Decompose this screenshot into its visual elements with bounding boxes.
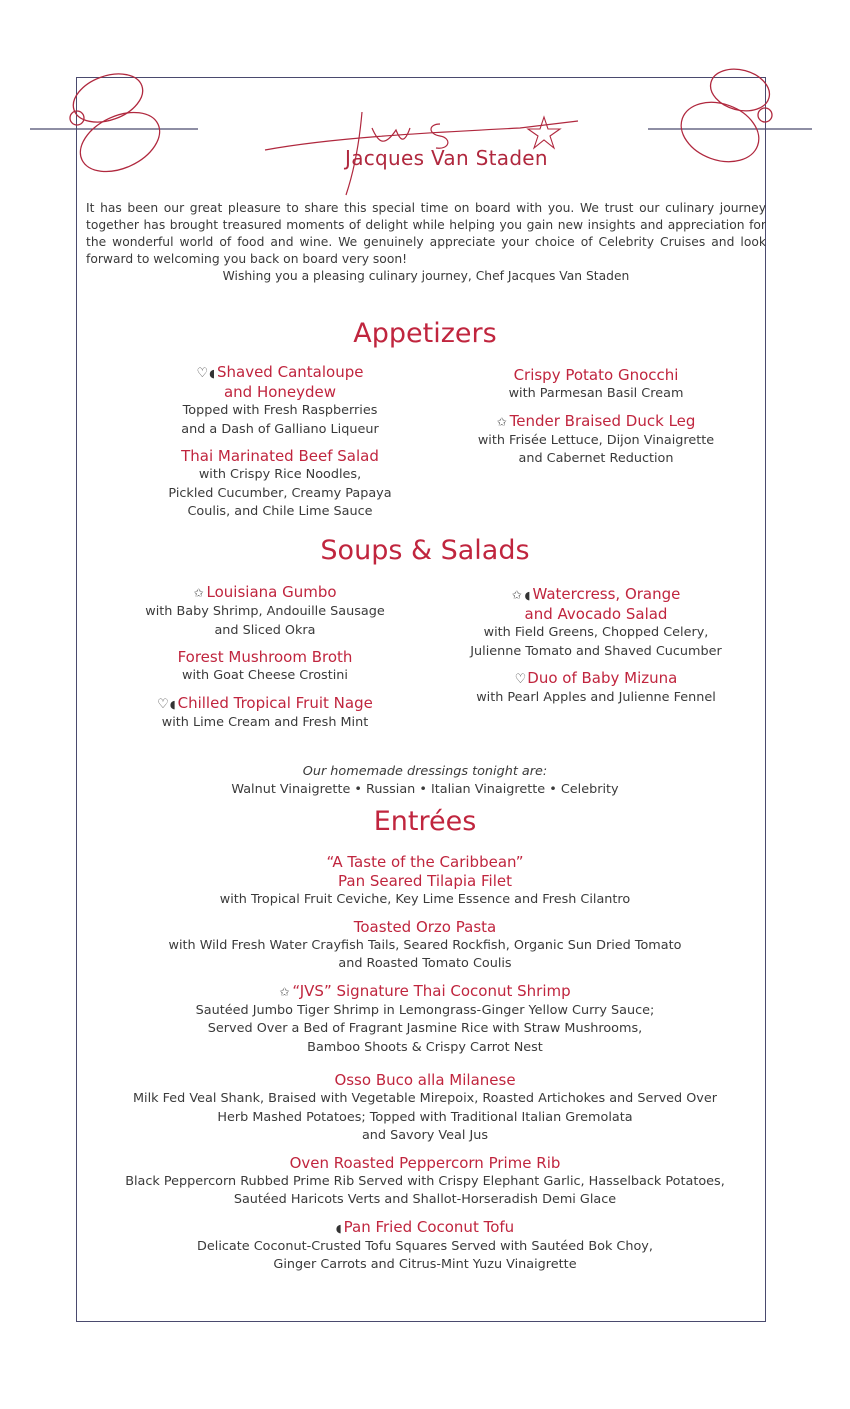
item-description: Black Peppercorn Rubbed Prime Rib Served with Crispy Elephant Garlic, Hasselback Potatoes, [125,1173,725,1189]
item-name: Pan Fried Coconut Tofu [343,1217,515,1236]
appetizers-right-column [446,366,746,477]
entrees-list [0,853,850,1283]
menu-item [446,585,746,661]
item-description: with Tropical Fruit Ceviche, Key Lime Essence and Fresh Cilantro [219,892,631,907]
item-description: with Goat Cheese Crostini [182,668,348,683]
appetizers-left-column [130,363,430,530]
star-icon [528,117,560,148]
item-name: Louisiana Gumbo [206,583,337,601]
item-description: and a Dash of Galliano Liqueur [181,421,379,437]
item-name: Watercress, Orange [532,585,681,603]
vegetarian-leaf-icon: ◖ [335,1221,342,1235]
left-ellipse-bottom [71,101,169,184]
intro-paragraph: It has been our great pleasure to share this special time on board with you. We trust our culinary journey together has brought treasured moments of delight while helping you gain new insights and appreciation for the wonderful world of food and wine. We genuinely appreciate your choice of Celebrity Cruises and look forward to welcoming you back on board very soon! [86,201,766,266]
item-name: Duo of Baby Mizuna [527,669,678,687]
menu-item [0,1154,850,1210]
menu-item [0,1071,850,1146]
item-description: with Crispy Rice Noodles, [198,467,362,482]
left-ellipse-top [67,65,150,131]
item-description: and Roasted Tomato Coulis [338,956,512,971]
item-name: Chilled Tropical Fruit Nage [177,693,373,712]
item-description: with Parmesan Basil Cream [508,386,684,401]
item-description: with Frisée Lettuce, Dijon Vinaigrette [477,432,715,448]
item-name-cont: Pan Seared Tilapia Filet [338,872,512,890]
item-description: Pickled Cucumber, Creamy Papaya [168,485,392,501]
item-name: Shaved Cantaloupe [216,363,364,381]
menu-item [446,669,746,708]
chef-name: Jacques Van Staden [345,146,548,170]
soups-left-column [100,583,430,740]
item-name-cont: and Avocado Salad [524,605,668,623]
menu-item [100,694,430,733]
signature-star-icon: ✩ [279,984,290,999]
right-ellipse-top [706,63,774,117]
menu-item [130,447,430,522]
dressings-note: Our homemade dressings tonight are: [302,764,548,779]
item-name: Crispy Potato Gnocchi [513,366,679,384]
item-description: Herb Mashed Potatoes; Topped with Traditional Italian Gremolata [217,1109,633,1125]
soups-right-column [446,585,746,716]
menu-item [130,363,430,439]
menu-item [0,853,850,910]
menu-item [100,648,430,686]
item-description: with Pearl Apples and Julienne Fennel [476,690,716,705]
item-name: “JVS” Signature Thai Coconut Shrimp [292,981,571,1000]
item-description: with Lime Cream and Fresh Mint [161,714,369,730]
heart-healthy-icon: ♡ [514,672,527,687]
item-name-cont: and Honeydew [223,383,337,401]
signature-star-icon: ✩ [511,588,522,602]
right-small-circle [758,108,772,122]
signature-star-icon: ✩ [496,414,507,429]
item-description: Bamboo Shoots & Crispy Carrot Nest [307,1039,543,1055]
vegetarian-leaf-icon: ◖ [209,367,215,380]
item-description: Milk Fed Veal Shank, Braised with Vegetable Mirepoix, Roasted Artichokes and Served Over [132,1091,718,1106]
item-description: and Cabernet Reduction [518,451,674,466]
entrees-heading: Entrées [373,806,477,837]
decorative-flourish [0,0,850,220]
vegetarian-leaf-icon: ◖ [169,697,176,711]
heart-healthy-icon: ♡ [157,696,169,712]
appetizers-heading: Appetizers [353,318,497,349]
menu-item [446,366,746,404]
menu-item [446,412,746,469]
item-name: Forest Mushroom Broth [177,648,353,666]
intro-closing: Wishing you a pleasing culinary journey, Chef Jacques Van Staden [222,269,630,283]
dressings-list: Walnut Vinaigrette • Russian • Italian Vinaigrette • Celebrity [231,782,619,797]
item-description: Sautéed Jumbo Tiger Shrimp in Lemongrass-Ginger Yellow Curry Sauce; [195,1002,655,1018]
item-name: Thai Marinated Beef Salad [181,447,379,465]
heart-healthy-icon: ♡ [196,366,209,381]
item-name: Osso Buco alla Milanese [334,1071,516,1089]
item-name: Tender Braised Duck Leg [509,411,696,430]
right-ellipse-bottom [673,92,767,172]
item-description: and Savory Veal Jus [361,1128,489,1143]
item-description: with Field Greens, Chopped Celery, [483,625,709,640]
item-description: Topped with Fresh Raspberries [182,403,378,418]
item-description: with Wild Fresh Water Crayfish Tails, Seared Rockfish, Organic Sun Dried Tomato [168,937,682,953]
item-description: Delicate Coconut-Crusted Tofu Squares Served with Sautéed Bok Choy, [197,1238,653,1254]
item-description: Served Over a Bed of Fragrant Jasmine Rice with Straw Mushrooms, [207,1021,643,1036]
item-description: and Sliced Okra [214,622,316,638]
item-description: Ginger Carrots and Citrus-Mint Yuzu Vinaigrette [273,1257,577,1272]
vegetarian-leaf-icon: ◖ [524,589,531,602]
menu-item [0,982,850,1058]
menu-item [100,583,430,640]
soups-salads-heading: Soups & Salads [320,535,530,566]
intro-message [86,200,766,285]
item-description: Julienne Tomato and Shaved Cucumber [470,643,722,659]
item-name: Oven Roasted Peppercorn Prime Rib [289,1153,561,1172]
item-name: Toasted Orzo Pasta [353,917,497,936]
dressings-block [0,763,850,799]
signature-star-icon: ✩ [193,586,204,600]
menu-item [0,1218,850,1275]
left-small-circle [70,111,84,125]
menu-item [0,918,850,974]
item-name: “A Taste of the Caribbean” [326,853,524,871]
item-description: Coulis, and Chile Lime Sauce [187,504,373,519]
item-description: Sautéed Haricots Verts and Shallot-Horseradish Demi Glace [233,1192,617,1207]
item-description: with Baby Shrimp, Andouille Sausage [145,604,385,619]
